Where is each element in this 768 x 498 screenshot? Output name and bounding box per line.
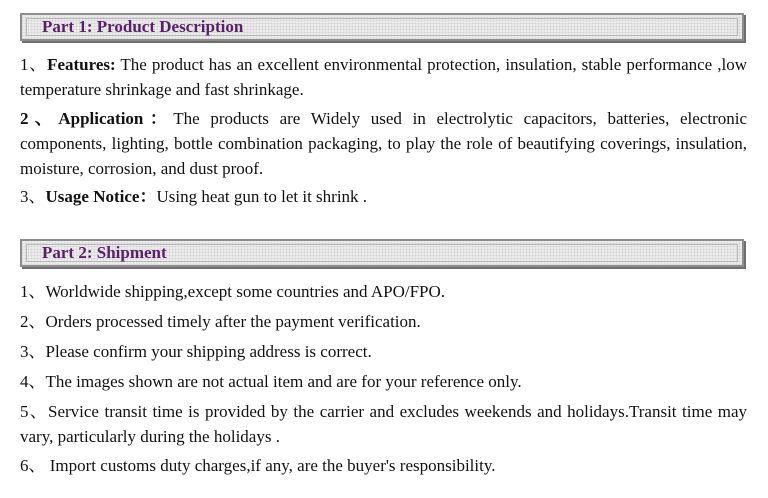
shipment-item-1 [20, 279, 747, 304]
shipment-item-5 [20, 399, 747, 449]
shipment-item-6 [20, 453, 747, 478]
shipment-item-2 [20, 309, 747, 334]
section-header-shipment [20, 239, 744, 267]
item-label: Application： [58, 109, 174, 128]
item-label: Usage Notice： [45, 187, 157, 206]
item-text: Import customs duty charges,if any, are the buyer's responsibility. [45, 456, 496, 475]
item-number: 2、 [20, 109, 59, 128]
item-number: 6、 [20, 456, 46, 475]
item-label: Features: [47, 55, 116, 74]
item-number: 3、 [20, 342, 46, 361]
shipment-item-3 [20, 339, 747, 364]
section-header-product-description [20, 13, 744, 41]
section-title: Part 1: Product Description [42, 17, 244, 36]
usage-notice-paragraph [20, 184, 747, 209]
application-paragraph [20, 106, 747, 181]
item-text: Using heat gun to let it shrink . [156, 187, 368, 206]
item-number: 5、 [20, 402, 48, 421]
features-paragraph [20, 52, 747, 102]
item-text: Please confirm your shipping address is correct. [45, 342, 372, 361]
item-text: Orders processed timely after the payment verification. [45, 312, 421, 331]
item-text: The images shown are not actual item and are for your reference only. [45, 372, 522, 391]
item-number: 3、 [20, 187, 46, 206]
item-text: Service transit time is provided by the carrier and excludes weekends and holidays.Transit time may vary, particularly during the holidays . [20, 402, 747, 446]
item-number: 4、 [20, 372, 46, 391]
item-number: 2、 [20, 312, 46, 331]
item-text: The product has an excellent environmental protection, insulation, stable performance ,low temperature shrinkage and fast shrinkage. [20, 55, 748, 99]
item-number: 1、 [20, 282, 46, 301]
item-text: The products are Widely used in electrolytic capacitors, batteries, electronic components, lighting, bottle combination packaging, to play the role of beautifying coverings, insulation, moisture, corrosion, and dust proof. [20, 109, 748, 178]
item-text: Worldwide shipping,except some countries and APO/FPO. [45, 282, 446, 301]
section-title: Part 2: Shipment [42, 243, 167, 262]
item-number: 1、 [20, 55, 48, 74]
shipment-item-4 [20, 369, 747, 394]
